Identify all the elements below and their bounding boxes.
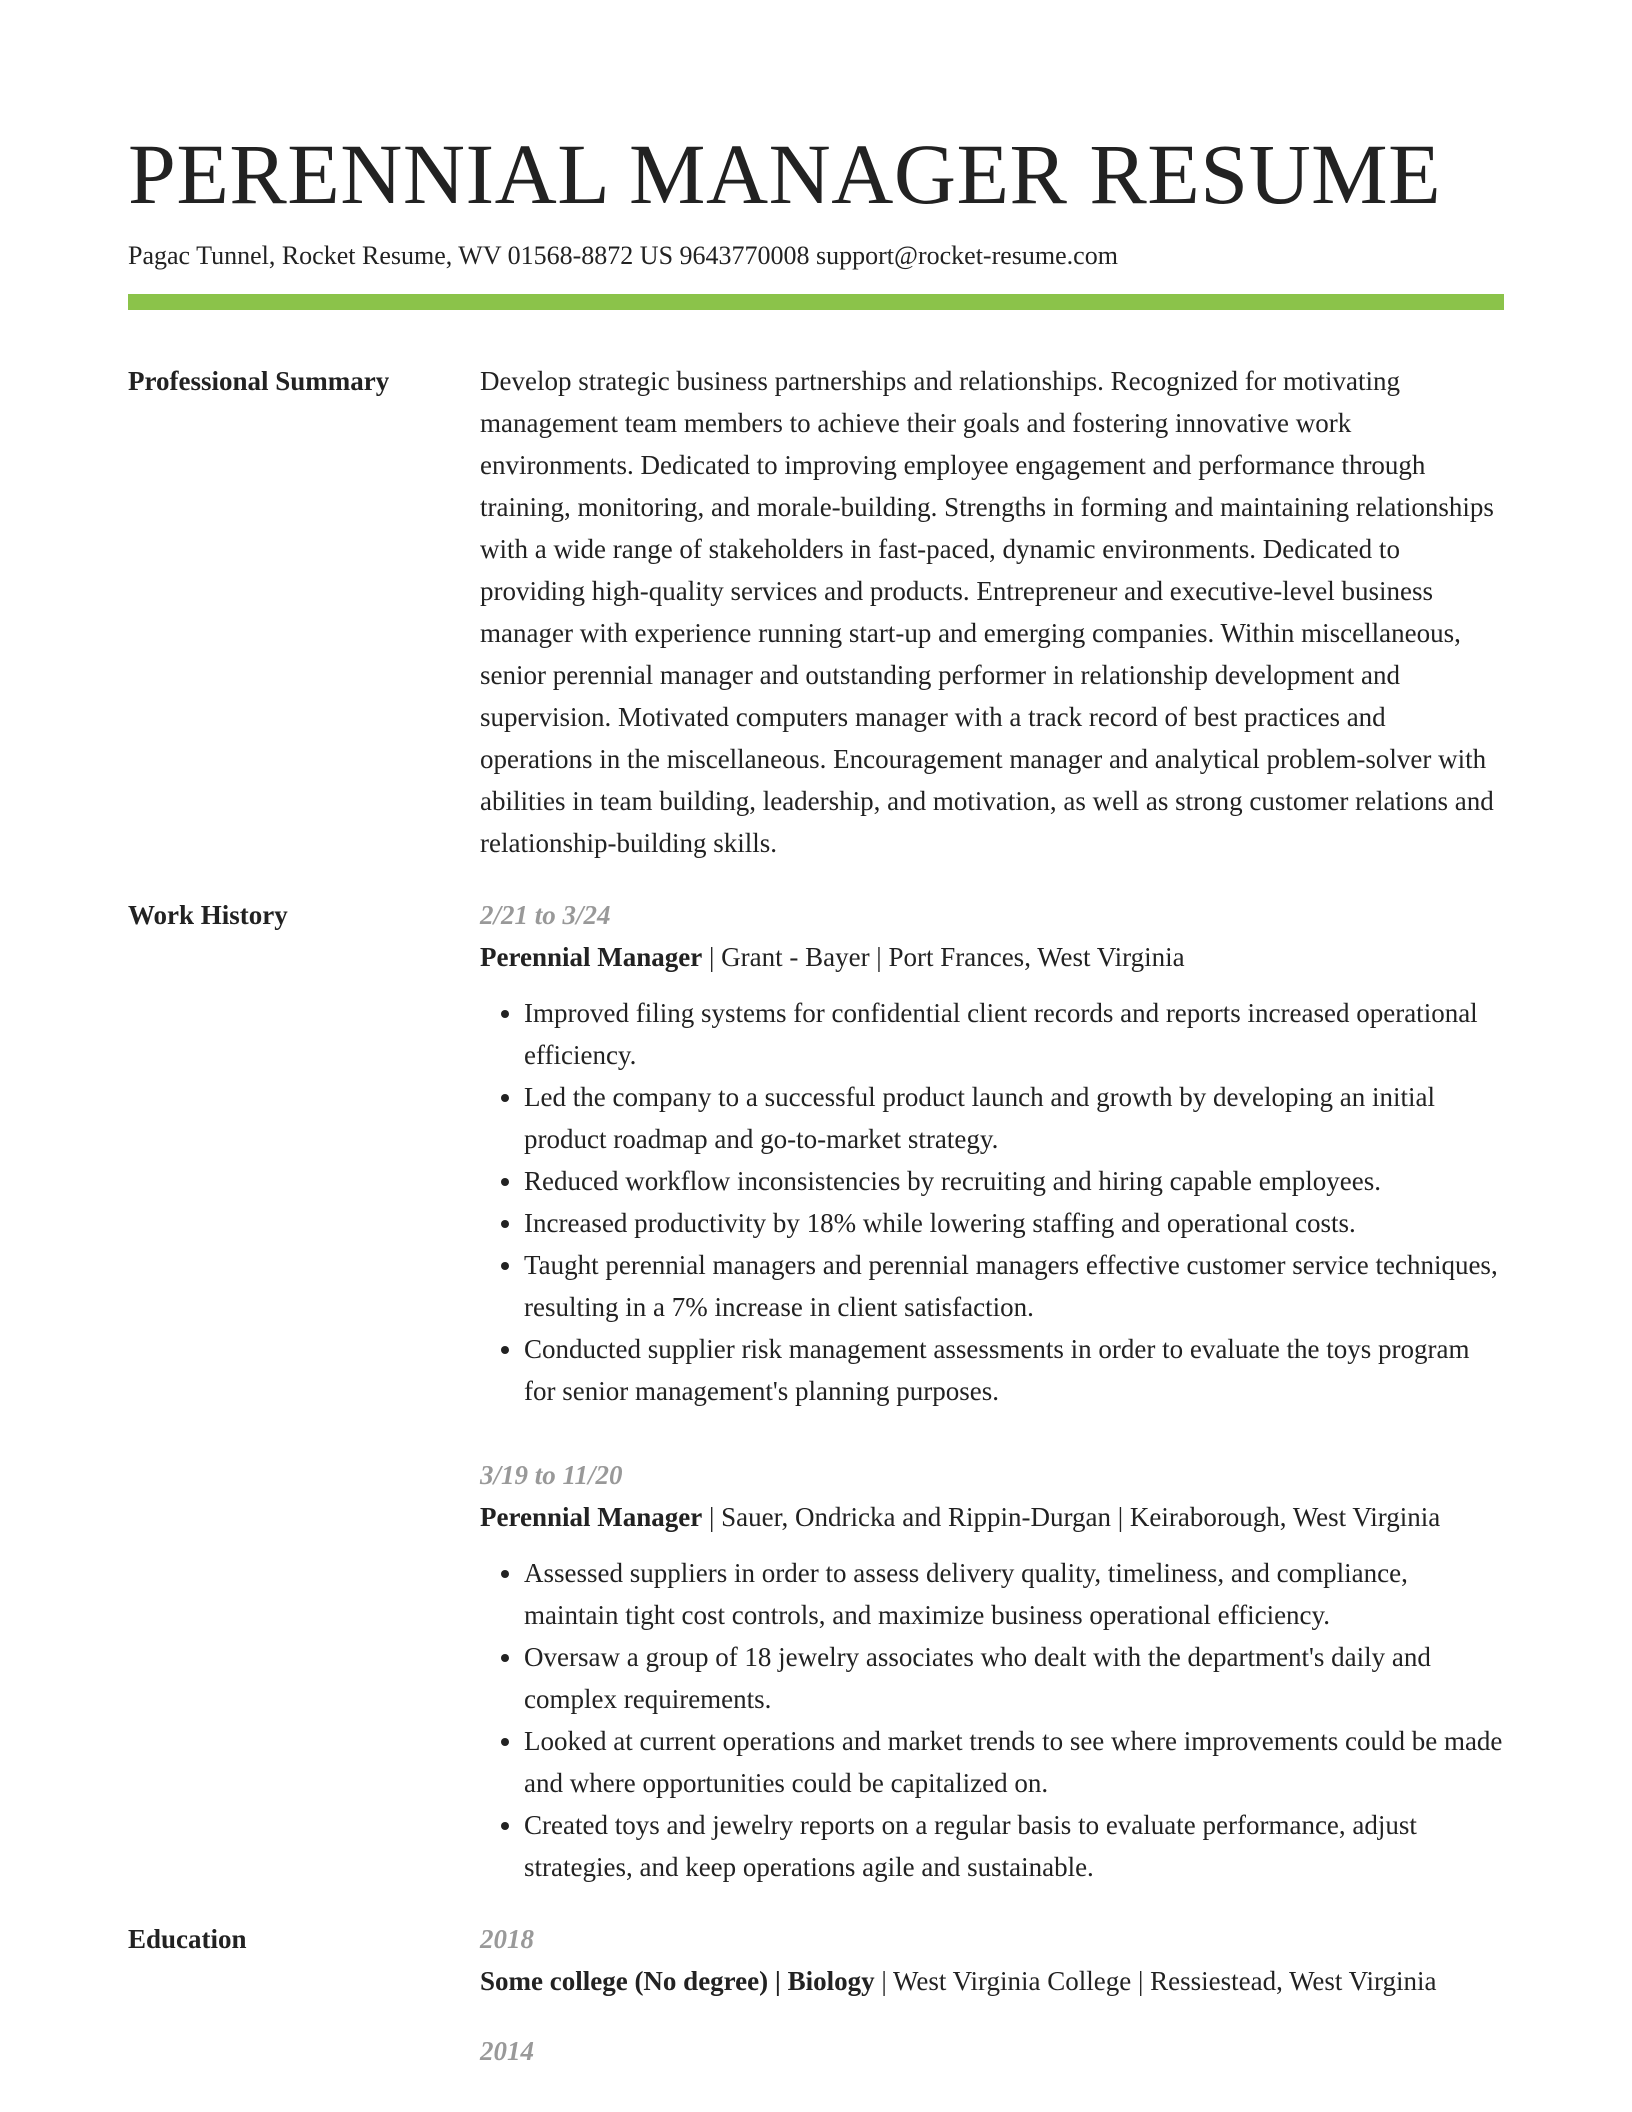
education-entry (480, 2030, 1504, 2072)
summary-heading: Professional Summary (128, 366, 390, 396)
summary-section (128, 360, 1504, 864)
job-bullets (480, 992, 1504, 1412)
education-body (480, 1918, 1504, 2072)
job-title: Perennial Manager (480, 942, 703, 972)
job-bullets (480, 1552, 1504, 1888)
job-heading (480, 936, 1504, 978)
summary-body (480, 360, 1504, 864)
job-details: | Grant - Bayer | Port Frances, West Virginia (702, 942, 1185, 972)
job-bullet: • Looked at current operations and market trends to see where improvements could be made and where opportunities could be capitalized on. (524, 1720, 1504, 1804)
education-entry (480, 1918, 1504, 2002)
contact-line: Pagac Tunnel, Rocket Resume, WV 01568-8872 US 9643770008 support@rocket-resume.com (128, 241, 1118, 270)
job-bullet: • Conducted supplier risk management assessments in order to evaluate the toys program for senior management's planning purposes. (524, 1328, 1504, 1412)
education-year: 2014 (480, 2036, 534, 2066)
job-bullet: • Increased productivity by 18% while lowering staffing and operational costs. (524, 1202, 1504, 1244)
job-dates: 3/19 to 11/20 (480, 1460, 623, 1490)
education-details: | West Virginia College | Ressiestead, West Virginia (874, 1966, 1437, 1996)
work-history-heading: Work History (128, 900, 288, 930)
job-bullet: • Led the company to a successful product launch and growth by developing an initial product roadmap and go-to-market strategy. (524, 1076, 1504, 1160)
job-heading (480, 1496, 1504, 1538)
work-history-body (480, 894, 1504, 1888)
resume-title: PERENNIAL MANAGER RESUME (128, 126, 1442, 222)
job-entry (480, 1454, 1504, 1888)
job-details: | Sauer, Ondricka and Rippin-Durgan | Keiraborough, West Virginia (702, 1502, 1441, 1532)
education-section (128, 1918, 1504, 2072)
accent-divider (128, 294, 1504, 310)
summary-text: Develop strategic business partnerships and relationships. Recognized for motivating management team members to achieve their goals and fostering innovative work environments. Dedicated to improving employee engagement and performance through training, monitoring, and morale-building. Strengths in forming and maintaining relationships with a wide range of stakeholders in fast-paced, dynamic environments. Dedicated to providing high-quality services and products. Entrepreneur and executive-level business manager with experience running start-up and emerging companies. Within miscellaneous, senior perennial manager and outstanding performer in relationship development and supervision. Motivated computers manager with a track record of best practices and operations in the miscellaneous. Encouragement manager and analytical problem-solver with abilities in team building, leadership, and motivation, as well as strong customer relations and relationship-building skills. (480, 366, 1494, 858)
job-bullet: • Created toys and jewelry reports on a regular basis to evaluate performance, adjust strategies, and keep operations agile and sustainable. (524, 1804, 1504, 1888)
job-bullet: • Improved filing systems for confidential client records and reports increased operational efficiency. (524, 992, 1504, 1076)
education-heading: Education (128, 1924, 247, 1954)
job-bullet: • Oversaw a group of 18 jewelry associates who dealt with the department's daily and complex requirements. (524, 1636, 1504, 1720)
job-bullet: • Reduced workflow inconsistencies by recruiting and hiring capable employees. (524, 1160, 1504, 1202)
job-bullet: • Taught perennial managers and perennial managers effective customer service techniques, resulting in a 7% increase in client satisfaction. (524, 1244, 1504, 1328)
job-bullet: • Assessed suppliers in order to assess delivery quality, timeliness, and compliance, maintain tight cost controls, and maximize business operational efficiency. (524, 1552, 1504, 1636)
education-year: 2018 (480, 1924, 534, 1954)
job-dates: 2/21 to 3/24 (480, 900, 611, 930)
job-title: Perennial Manager (480, 1502, 703, 1532)
work-history-section (128, 894, 1504, 1888)
education-heading-line (480, 1960, 1504, 2002)
education-degree: Some college (No degree) | Biology (480, 1966, 875, 1996)
job-entry (480, 894, 1504, 1412)
